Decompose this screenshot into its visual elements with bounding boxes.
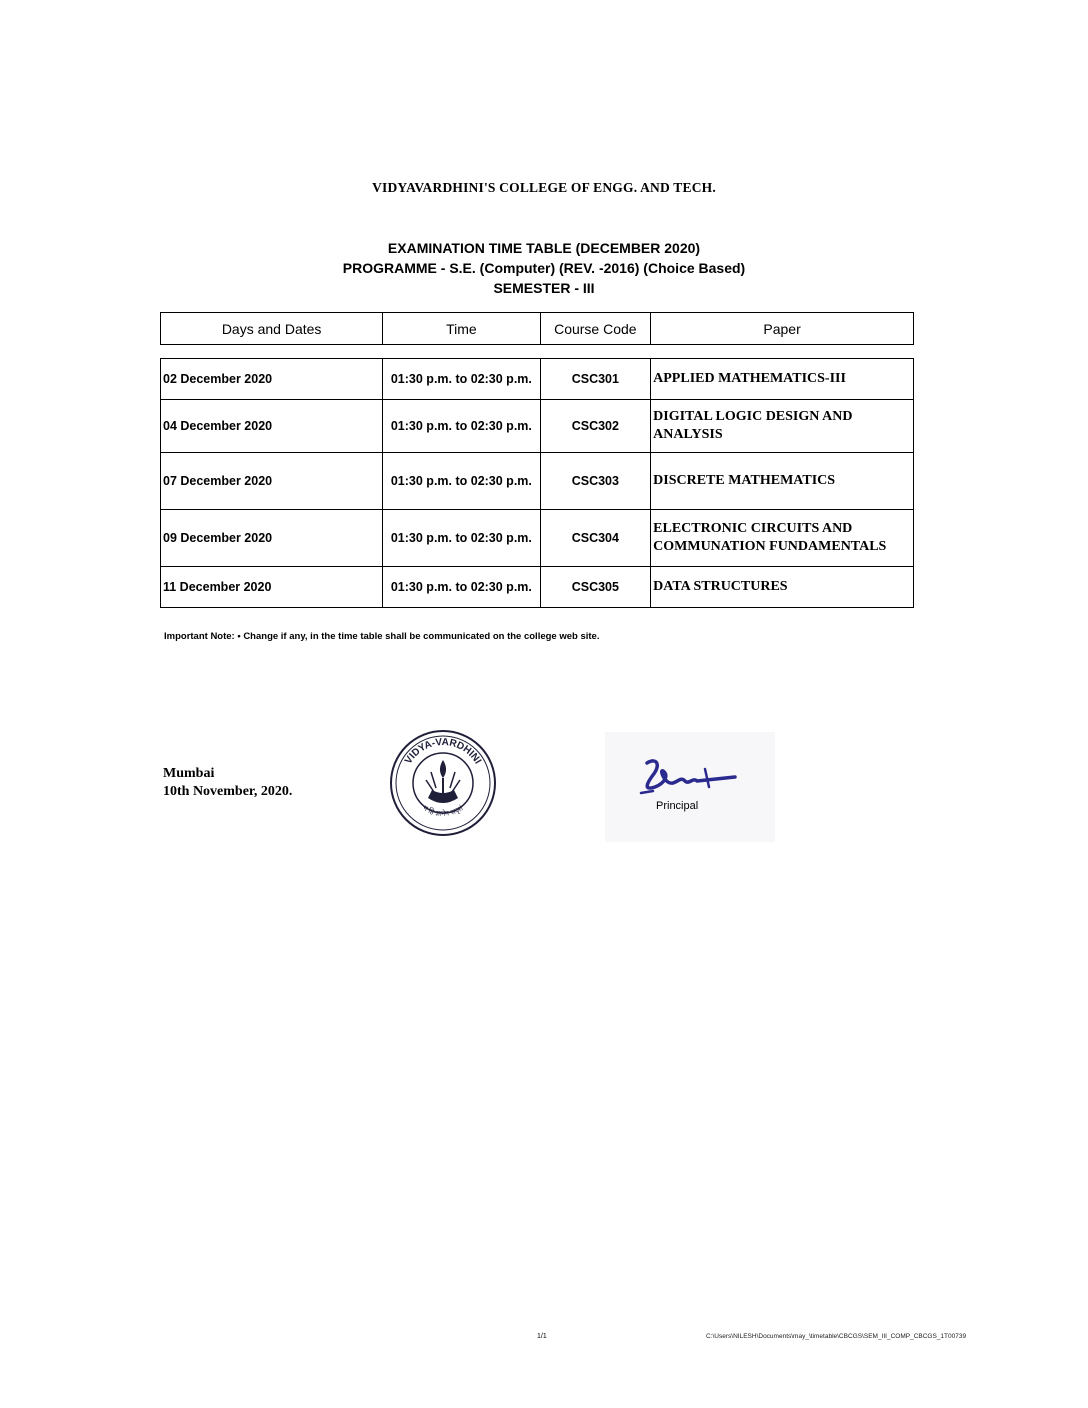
paper-name xyxy=(651,453,914,510)
paper-line: DATA STRUCTURES xyxy=(653,579,788,594)
exam-date: 07 December 2020 xyxy=(161,453,383,510)
paper-name xyxy=(651,510,914,567)
principal-label: Principal xyxy=(656,800,699,812)
svg-text:न हि ज्ञानेन सदृशं xyxy=(422,804,465,818)
exam-date: 11 December 2020 xyxy=(161,567,383,608)
paper-line: DIGITAL LOGIC DESIGN AND xyxy=(653,409,853,424)
exam-date: 02 December 2020 xyxy=(161,359,383,400)
course-code: CSC301 xyxy=(540,359,651,400)
college-seal-icon xyxy=(388,728,498,838)
exam-title: EXAMINATION TIME TABLE (DECEMBER 2020) xyxy=(387,240,701,256)
timetable-header xyxy=(160,312,914,345)
column-header-dates: Days and Dates xyxy=(161,313,383,345)
paper-line: DISCRETE MATHEMATICS xyxy=(653,473,836,488)
table-row xyxy=(161,359,914,400)
table-row xyxy=(161,453,914,510)
exam-time: 01:30 p.m. to 02:30 p.m. xyxy=(383,510,540,567)
column-header-time: Time xyxy=(383,313,540,345)
paper-name xyxy=(651,359,914,400)
page-number: 1/1 xyxy=(537,1333,547,1340)
column-header-paper: Paper xyxy=(651,313,914,345)
principal-signature xyxy=(635,757,745,802)
seal-top-text: VIDYA-VARDHINI xyxy=(403,736,484,767)
timetable xyxy=(160,358,914,608)
paper-line: ELECTRONIC CIRCUITS AND xyxy=(653,521,853,536)
place: Mumbai xyxy=(163,766,215,781)
signature-area xyxy=(605,732,775,842)
issue-date: 10th November, 2020. xyxy=(163,784,293,799)
paper-line: APPLIED MATHEMATICS-III xyxy=(653,371,846,386)
semester-title: SEMESTER - III xyxy=(493,280,595,296)
course-code: CSC302 xyxy=(540,400,651,453)
course-code: CSC303 xyxy=(540,453,651,510)
exam-time: 01:30 p.m. to 02:30 p.m. xyxy=(383,453,540,510)
programme-title: PROGRAMME - S.E. (Computer) (REV. -2016) (Choice Based) xyxy=(342,260,746,276)
header-row xyxy=(161,313,914,345)
table-row xyxy=(161,400,914,453)
file-path: C:\Users\NILESH\Documents\may_\timetable\CBCGS\SEM_III_COMP_CBCGS_1T00739 xyxy=(706,1333,967,1340)
column-header-course-code: Course Code xyxy=(540,313,651,345)
exam-date: 09 December 2020 xyxy=(161,510,383,567)
exam-date: 04 December 2020 xyxy=(161,400,383,453)
paper-line: ANALYSIS xyxy=(653,427,723,442)
college-name: VIDYAVARDHINI'S COLLEGE OF ENGG. AND TECH. xyxy=(372,180,716,195)
exam-time: 01:30 p.m. to 02:30 p.m. xyxy=(383,359,540,400)
seal-bottom-text: न हि ज्ञानेन सदृशं xyxy=(421,804,465,818)
paper-line: COMMUNATION FUNDAMENTALS xyxy=(653,539,887,554)
table-row xyxy=(161,510,914,567)
paper-name xyxy=(651,400,914,453)
important-note: Important Note: • Change if any, in the time table shall be communicated on the college web site. xyxy=(164,631,600,642)
paper-name xyxy=(651,567,914,608)
exam-time: 01:30 p.m. to 02:30 p.m. xyxy=(383,400,540,453)
table-row xyxy=(161,567,914,608)
exam-time: 01:30 p.m. to 02:30 p.m. xyxy=(383,567,540,608)
course-code: CSC304 xyxy=(540,510,651,567)
course-code: CSC305 xyxy=(540,567,651,608)
